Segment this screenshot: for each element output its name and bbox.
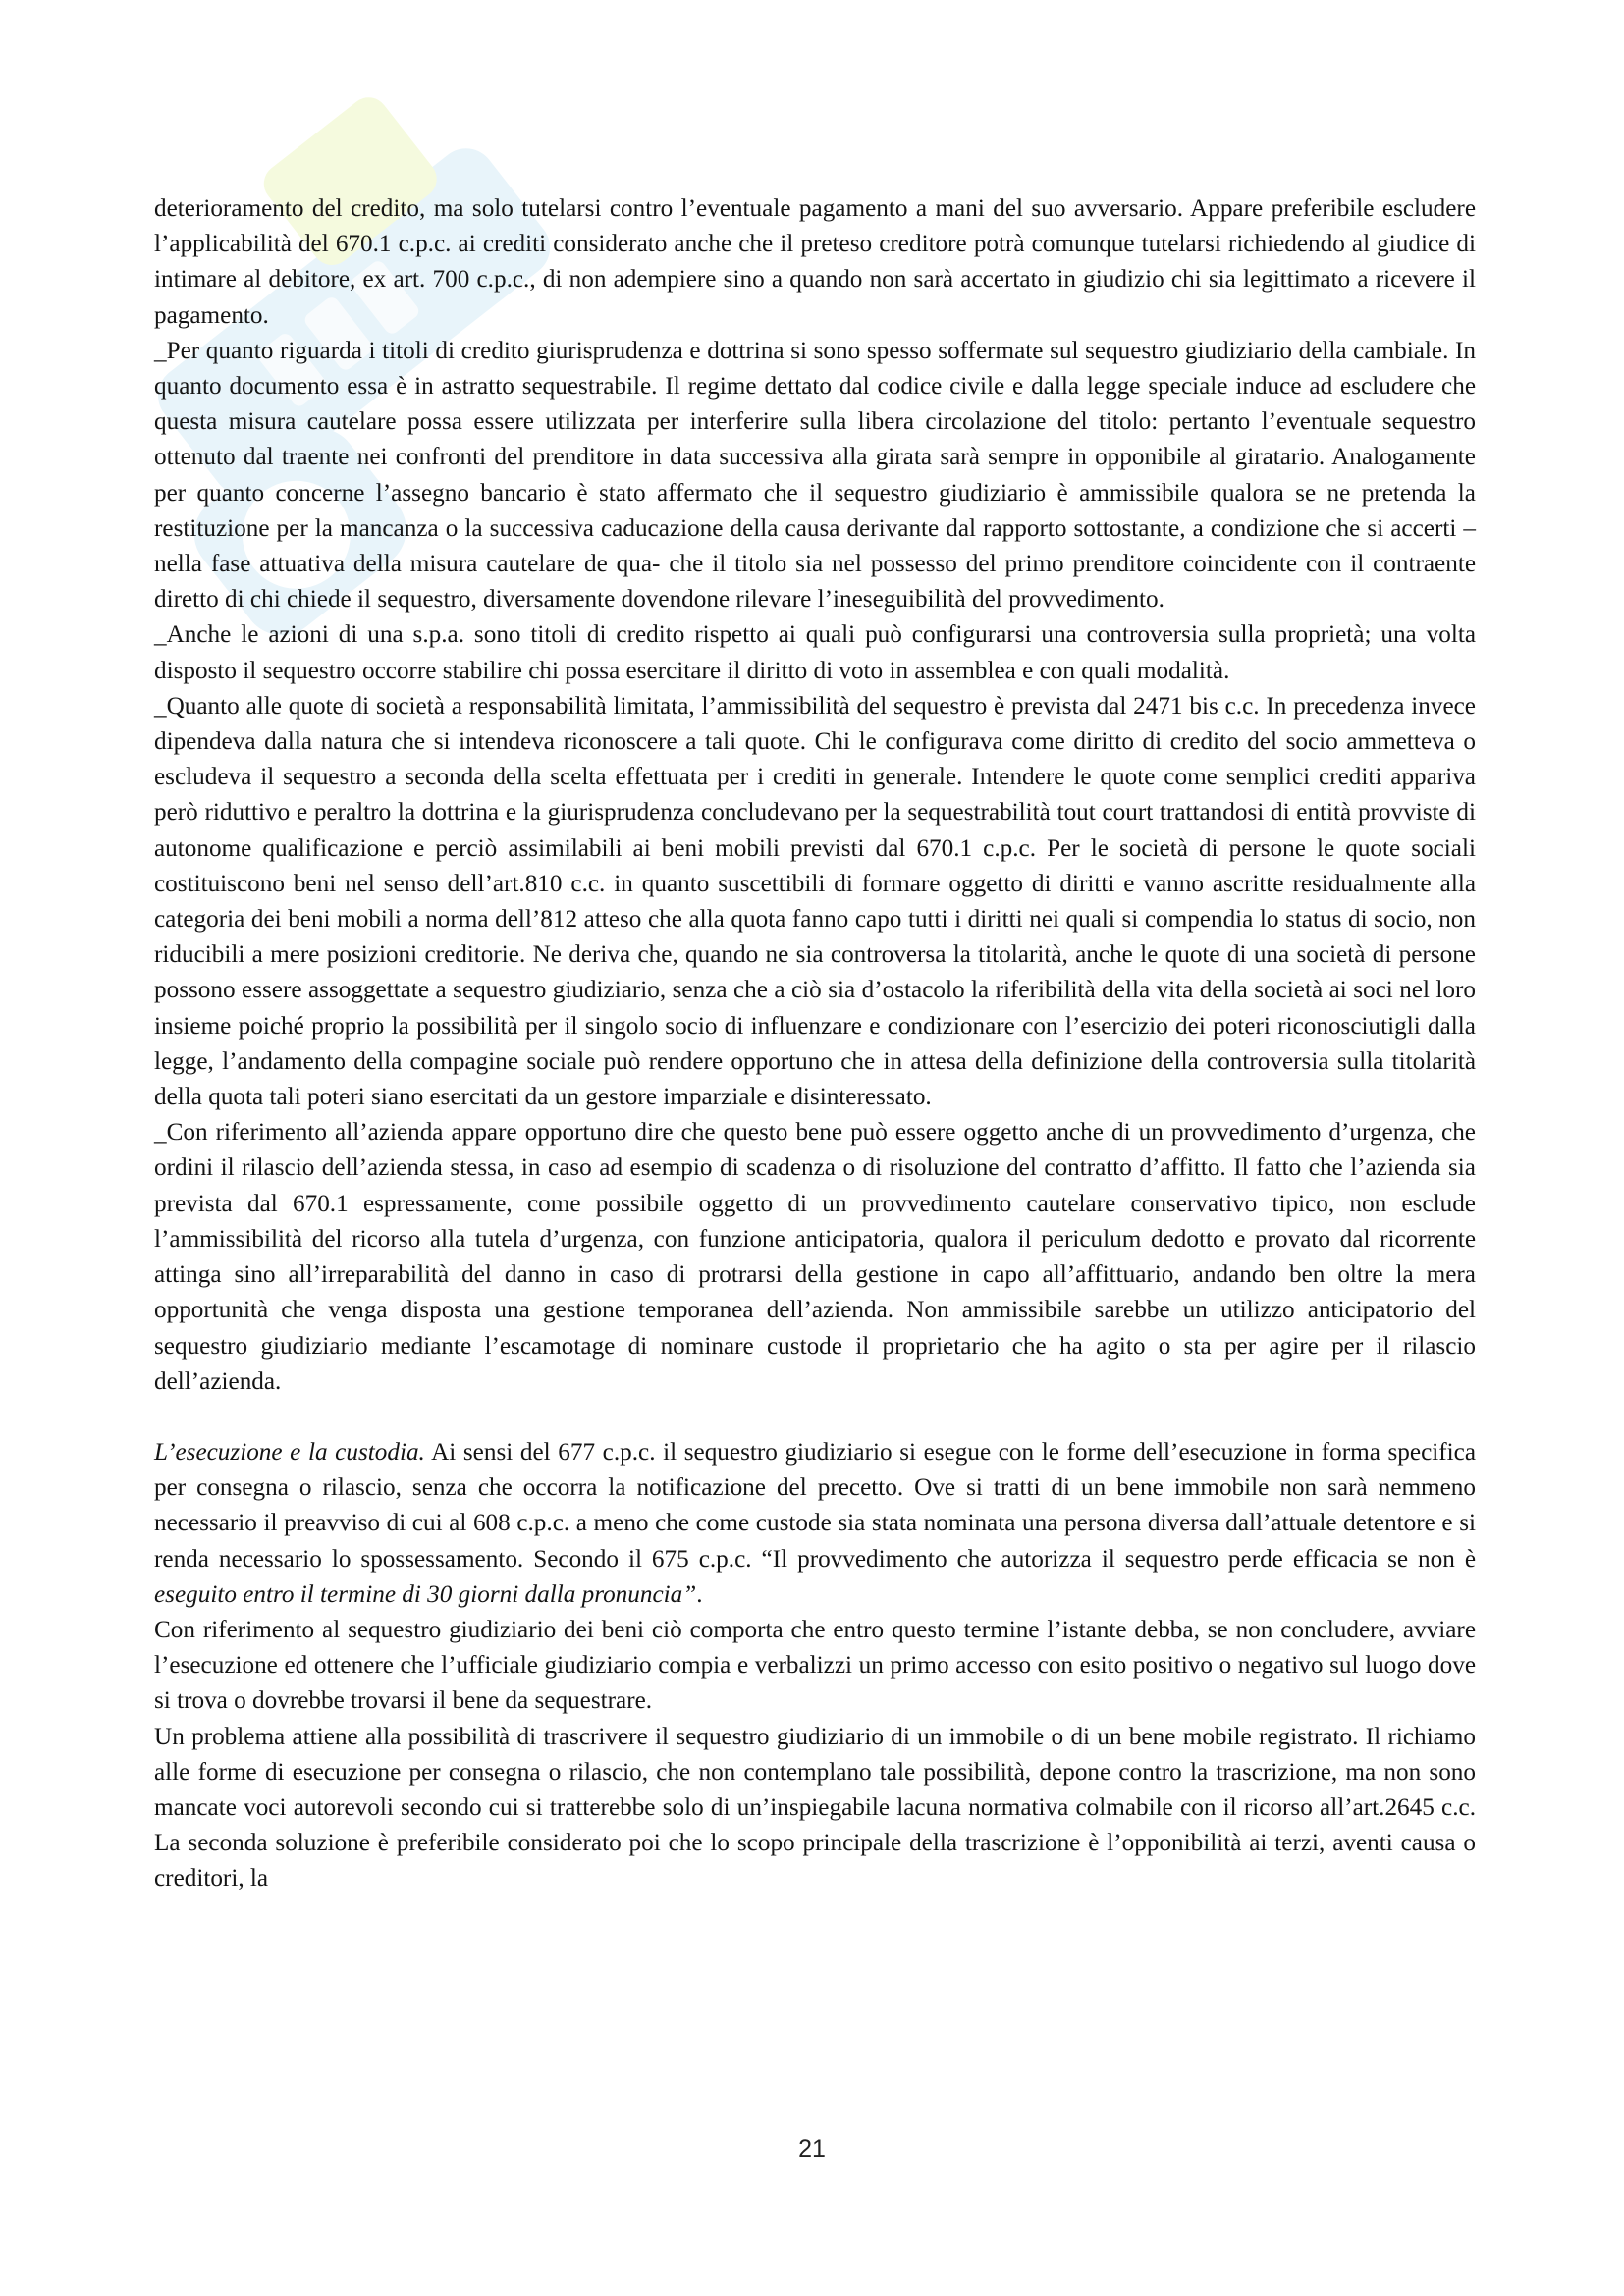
paragraph: Con riferimento al sequestro giudiziario dei beni ciò comporta che entro questo termine l’istante debba, se non concludere, avviare l’esecuzione ed ottenere che l’ufficiale giudiziario compia e verbalizzi un primo accesso con esito positivo o negativo sul luogo dove si trova o dovrebbe trovarsi il bene da sequestrare. bbox=[154, 1616, 1476, 1715]
paragraph: Un problema attiene alla possibilità di trascrivere il sequestro giudiziario di un immobile o di un bene mobile registrato. Il richiamo alle forme di esecuzione per consegna o rilascio, che non contemplano tale possibilità, depone contro la trascrizione, ma non sono mancate voci autorevoli secondo cui si tratterebbe solo di un’inspiegabile lacuna normativa colmabile con il ricorso all’art.2645 c.c. La seconda soluzione è preferibile considerato poi che lo scopo principale della trascrizione è l’opponibilità ai terzi, aventi causa o creditori, la bbox=[154, 1723, 1476, 1893]
paragraph: deterioramento del credito, ma solo tutelarsi contro l’eventuale pagamento a mani del suo avversario. Appare preferibile escludere l’applicabilità del 670.1 c.p.c. ai crediti considerato anche che il preteso creditore potrà comunque tutelarsi richiedendo al giudice di intimare al debitore, ex art. 700 c.p.c., di non adempiere sino a quando non sarà accertato in giudizio chi sia legittimato a ricevere il pagamento. bbox=[154, 195, 1476, 329]
section-quote-end: . bbox=[696, 1580, 703, 1608]
paragraph: _Anche le azioni di una s.p.a. sono titoli di credito rispetto ai quali può configurarsi una controversia sulla proprietà; una volta disposto il sequestro occorre stabilire chi possa esercitare il diritto di voto in assemblea e con quali modalità. bbox=[154, 621, 1476, 684]
section-paragraph bbox=[154, 1435, 1476, 1613]
paragraph: _Quanto alle quote di società a responsabilità limitata, l’ammissibilità del sequestro è prevista dal 2471 bis c.c. In precedenza invece dipendeva dalla natura che si intendeva riconoscere a tali quote. Chi le configurava come diritto di credito del socio ammetteva o escludeva il sequestro a seconda della scelta effettuata per i crediti in generale. Intendere le quote come semplici crediti appariva però riduttivo e peraltro la dottrina e la giurisprudenza concludevano per la sequestrabilità tout court trattandosi di entità provviste di autonome qualificazione e perciò assimilabili ai beni mobili previsti dal 670.1 c.p.c. Per le società di persone le quote sociali costituiscono beni nel senso dell’art.810 c.c. in quanto suscettibili di formare oggetto di diritti e vanno ascritte residualmente alla categoria dei beni mobili a norma dell’812 atteso che alla quota fanno capo tutti i diritti nei quali si compendia lo status di socio, non riducibili a mere posizioni creditorie. Ne deriva che, quando ne sia controversa la titolarità, anche le quote di una società di persone possono essere assoggettate a sequestro giudiziario, senza che a ciò sia d’ostacolo la riferibilità della vita della società ai soci nel loro insieme poiché proprio la possibilità per il singolo socio di influenzare e condizionare con l’esercizio dei poteri riconosciutigli dalla legge, l’andamento della compagine sociale può rendere opportuno che in attesa della definizione della controversia sulla titolarità della quota tali poteri siano esercitati da un gestore imparziale e disinteressato. bbox=[154, 692, 1476, 1111]
paragraph: _Con riferimento all’azienda appare opportuno dire che questo bene può essere oggetto anche di un provvedimento d’urgenza, che ordini il rilascio dell’azienda stessa, in caso ad esempio di scadenza o di risoluzione del contratto d’affitto. Il fatto che l’azienda sia prevista dal 670.1 espressamente, come possibile oggetto di un provvedimento cautelare conservativo tipico, non esclude l’ammissibilità del ricorso alla tutela d’urgenza, con funzione anticipatoria, qualora il periculum dedotto e provato dal ricorrente attinga sino all’irreparabilità del danno in caso di protrarsi della gestione in capo all’affittuario, andando ben oltre la mera opportunità che venga disposta una gestione temporanea dell’azienda. Non ammissibile sarebbe un utilizzo anticipatorio del sequestro giudiziario mediante l’escamotage di nominare custode il proprietario che ha agito o sta per agire per il rilascio dell’azienda. bbox=[154, 1119, 1476, 1395]
page-body bbox=[154, 191, 1476, 1897]
section-heading: L’esecuzione e la custodia. bbox=[154, 1438, 425, 1466]
section-intro-text: Ai sensi del 677 c.p.c. il sequestro giudiziario si esegue con le forme dell’esecuzione in forma specifica per consegna o rilascio, senza che occorra la notificazione del precetto. Ove si tratti di un bene immobile non sarà nemmeno necessario il preavviso di cui al 608 c.p.c. a meno che come custode sia stata nominata una persona diversa dall’attuale detentore e si renda necessario lo spossessamento. Secondo il 675 c.p.c. “Il provvedimento che autorizza il sequestro perde efficacia se non è bbox=[154, 1438, 1477, 1573]
page-number: 21 bbox=[798, 2135, 826, 2163]
paragraph: _Per quanto riguarda i titoli di credito giurisprudenza e dottrina si sono spesso soffermate sul sequestro giudiziario della cambiale. In quanto documento essa è in astratto sequestrabile. Il regime dettato dal codice civile e dalla legge speciale induce ad escludere che questa misura cautelare possa essere utilizzata per interferire sulla libera circolazione del titolo: pertanto l’eventuale sequestro ottenuto dal traente nei confronti del prenditore in data successiva alla girata sarà sempre in opponibile al giratario. Analogamente per quanto concerne l’assegno bancario è stato affermato che il sequestro giudiziario è ammissibile qualora se ne pretenda la restituzione per la mancanza o la successiva caducazione della causa derivante dal rapporto sottostante, a condizione che si accerti – nella fase attuativa della misura cautelare de qua- che il titolo sia nel possesso del primo prenditore coincidente con il contraente diretto di chi chiede il sequestro, diversamente dovendone rilevare l’ineseguibilità del provvedimento. bbox=[154, 337, 1476, 614]
section-quote: eseguito entro il termine di 30 giorni dalla pronuncia” bbox=[154, 1580, 697, 1608]
